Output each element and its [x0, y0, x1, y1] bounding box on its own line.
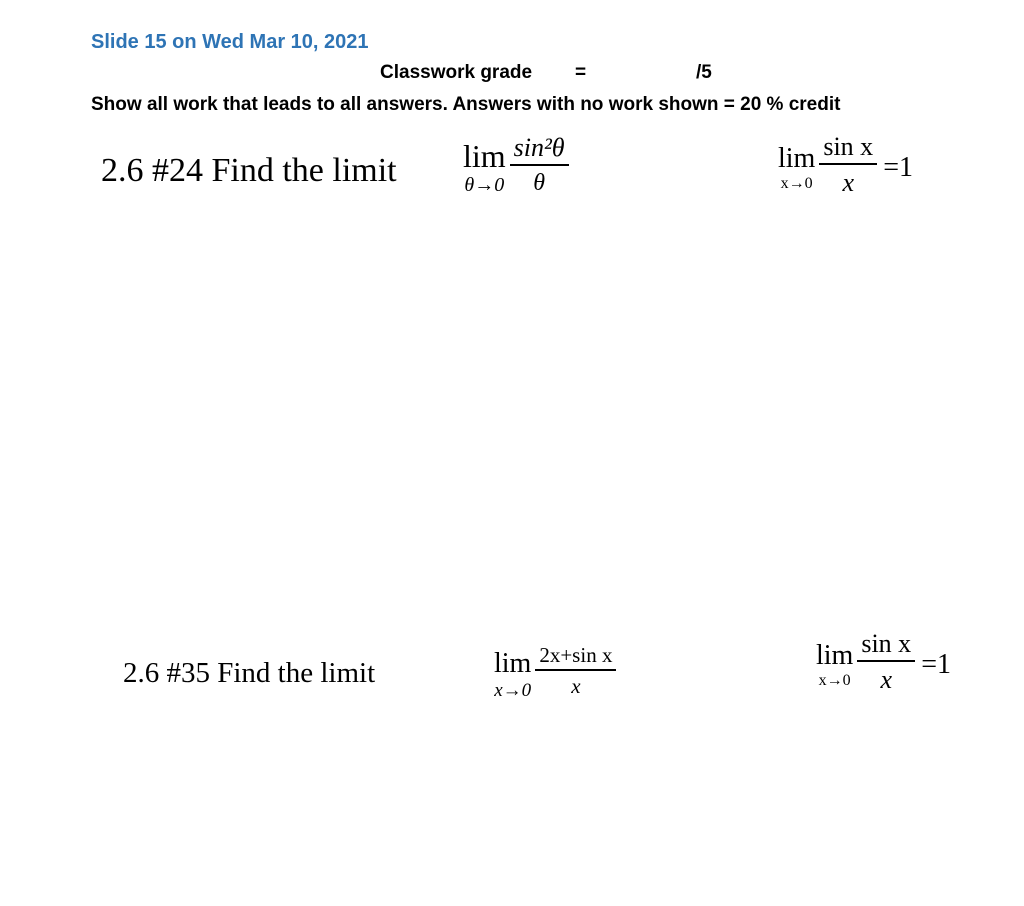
- fraction-numerator: sin²θ: [513, 132, 565, 162]
- problem-1-limit: [463, 132, 569, 196]
- fraction-denominator: x: [571, 674, 581, 698]
- lim-subscript: x→0: [494, 680, 532, 701]
- instructions-text: Show all work that leads to all answers. Answers with no work shown = 20 % credit: [91, 94, 841, 115]
- limit-fraction: [535, 645, 616, 697]
- lim-word: lim: [778, 142, 816, 174]
- limit-fraction: [510, 132, 569, 196]
- lim-word: lim: [463, 138, 506, 174]
- limit-fraction: [819, 134, 877, 196]
- problem-2-text: 2.6 #35 Find the limit: [123, 657, 376, 689]
- slide-title: Slide 15 on Wed Mar 10, 2021: [91, 31, 369, 53]
- grade-denominator: /5: [696, 62, 712, 83]
- limit-operator: [463, 140, 506, 195]
- fraction-denominator: θ: [533, 169, 546, 196]
- limit-operator: [494, 650, 531, 700]
- limit-fraction: [857, 631, 915, 693]
- fraction-numerator: sin x: [823, 132, 874, 161]
- lim-subscript: x→0: [818, 671, 851, 689]
- fraction-denominator: x: [880, 665, 893, 694]
- lim-word: lim: [816, 639, 854, 671]
- lim-subscript: x→0: [780, 174, 813, 192]
- hint-equals-one: =1: [921, 649, 951, 680]
- fraction-numerator: sin x: [861, 629, 912, 658]
- limit-operator: [778, 142, 816, 192]
- limit-operator: [816, 639, 854, 689]
- problem-1-text: 2.6 #24 Find the limit: [101, 152, 397, 189]
- problem-2-hint: [816, 629, 951, 694]
- grade-equals: =: [575, 62, 587, 83]
- fraction-denominator: x: [842, 168, 855, 197]
- lim-subscript: θ→0: [464, 174, 505, 196]
- problem-1-hint: [778, 132, 913, 197]
- hint-equals-one: =1: [883, 152, 913, 183]
- lim-word: lim: [494, 648, 532, 679]
- grade-label: Classwork grade: [380, 62, 533, 83]
- fraction-numerator: 2x+sin x: [539, 643, 613, 667]
- problem-2-limit: [494, 643, 616, 701]
